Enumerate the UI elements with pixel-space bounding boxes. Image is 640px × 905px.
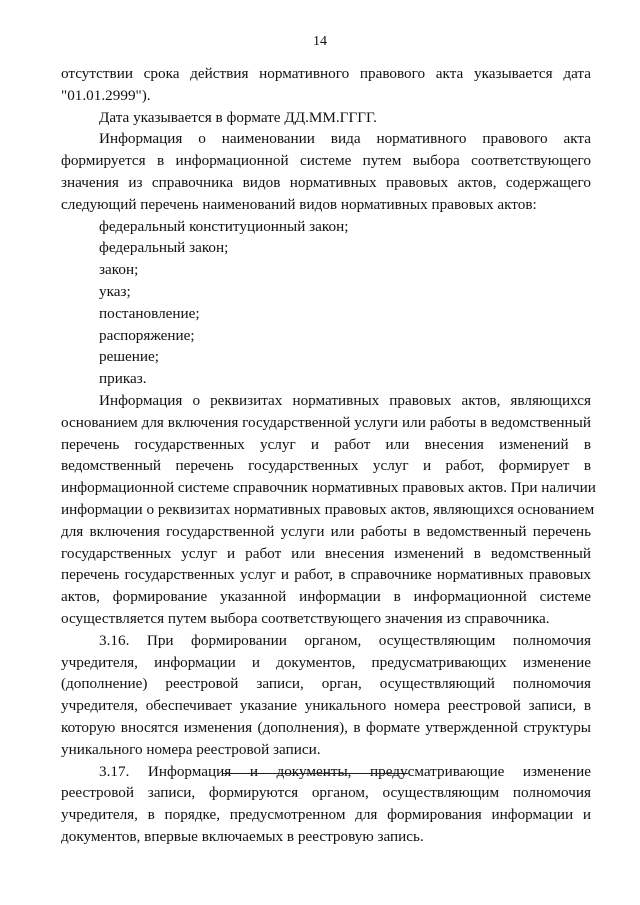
text-line: государственных услуг и работ или внесения изменений в ведомственный (61, 544, 591, 562)
text-line: отсутствии срока действия нормативного правового акта указывается дата (61, 65, 591, 82)
text-line: которую вносятся изменения (дополнения), в формате утвержденной структуры (61, 718, 591, 736)
list-item: решение; (99, 348, 159, 366)
list-item: закон; (99, 261, 139, 279)
list-item: указ; (99, 282, 131, 300)
text-line: следующий перечень наименований видов нормативных правовых актов: (61, 195, 537, 213)
text-line: перечень государственных услуг и работ, в справочнике нормативных правовых (61, 566, 591, 584)
text-line: информации о реквизитах нормативных правовых актов, являющихся основанием (61, 500, 595, 518)
text-line: актов, формирование указанной информации в информационной системе (61, 588, 591, 606)
text-line: "01.01.2999"). (61, 86, 151, 104)
text-line: для включения государственной услуги или работы в ведомственный перечень (61, 522, 591, 540)
text-line: реестровой записи, формируются органом, осуществляющим полномочия (61, 784, 591, 802)
text-line: Информация о наименовании вида нормативного правового акта (99, 130, 591, 148)
document-body (61, 63, 596, 848)
text-line: 3.17. Информация и документы, предусматривающие изменение (99, 762, 591, 780)
text-line: ведомственный перечень государственных услуг и работ, формирует в (61, 457, 591, 475)
list-item: приказ. (99, 370, 147, 388)
text-line: формируется в информационной системе путем выбора соответствующего (61, 152, 591, 170)
text-line: основанием для включения государственной услуги или работы в ведомственный (61, 413, 591, 431)
text-line: перечень государственных услуг и работ или внесения изменений в (61, 435, 591, 453)
text-line: документов, впервые включаемых в реестровую запись. (61, 827, 424, 845)
list-item: федеральный закон; (99, 239, 229, 257)
text-line: информационной системе справочник нормативных правовых актов. При наличии (61, 479, 596, 497)
text-line: учредителя, в порядке, предусмотренном для формирования информации и (61, 806, 591, 824)
text-line: (дополнение) реестровой записи, орган, осуществляющий полномочия (61, 675, 591, 693)
page-number: 14 (313, 34, 327, 49)
text-line: значения из справочника видов нормативных правовых актов, содержащего (61, 173, 591, 191)
text-line: осуществляется путем выбора соответствующего значения из справочника. (61, 609, 550, 627)
text-line: учредителя, информации и документов, предусматривающих изменение (61, 653, 591, 671)
text-line: Информация о реквизитах нормативных правовых актов, являющихся (99, 391, 591, 409)
text-line: 3.16. При формировании органом, осуществляющим полномочия (99, 631, 591, 649)
footer-divider (222, 773, 408, 774)
text-line: Дата указывается в формате ДД.ММ.ГГГГ. (99, 108, 377, 126)
list-item: распоряжение; (99, 326, 195, 344)
list-item: постановление; (99, 304, 200, 322)
list-item: федеральный конституционный закон; (99, 217, 349, 235)
text-line: учредителя, обеспечивает указание уникального номера реестровой записи, в (61, 697, 591, 715)
text-line: уникального номера реестровой записи. (61, 740, 321, 758)
